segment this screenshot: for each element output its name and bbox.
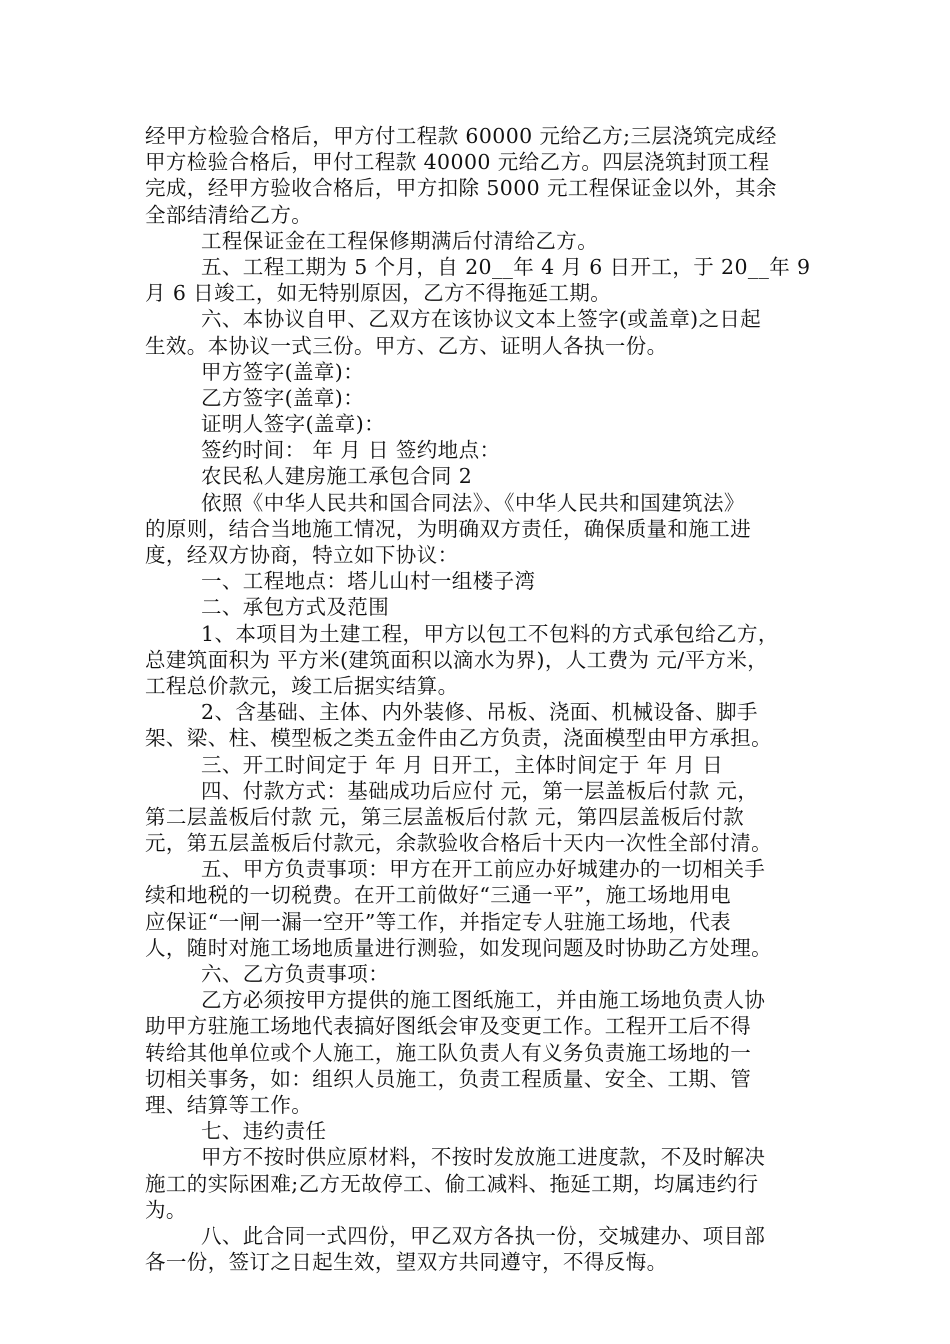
document-line: 完成，经甲方验收合格后，甲方扣除 5000 元工程保证金以外，其余 — [145, 176, 777, 201]
document-line: 七、违约责任 — [201, 1119, 327, 1144]
document-line: 为。 — [145, 1197, 187, 1222]
document-line: 生效。本协议一式三份。甲方、乙方、证明人各执一份。 — [145, 333, 668, 358]
document-line: 甲方检验合格后，甲付工程款 40000 元给乙方。四层浇筑封顶工程 — [145, 150, 770, 175]
document-body — [145, 123, 815, 1275]
document-line: 人，随时对施工场地质量进行测验，如发现问题及时协助乙方处理。 — [145, 935, 772, 960]
document-line: 六、本协议自甲、乙双方在该协议文本上签字(或盖章)之日起 — [201, 307, 762, 332]
document-line: 理、结算等工作。 — [145, 1092, 313, 1117]
document-line: 的原则，结合当地施工情况，为明确双方责任，确保质量和施工进 — [145, 516, 752, 541]
document-line: 八、此合同一式四份，甲乙双方各执一份，交城建办、项目部 — [201, 1223, 766, 1248]
document-line: 应保证“一闸一漏一空开”等工作，并指定专人驻施工场地，代表 — [145, 909, 732, 934]
document-line: 续和地税的一切税费。在开工前做好“三通一平”，施工场地用电 — [145, 883, 732, 908]
document-line: 总建筑面积为 平方米(建筑面积以滴水为界)，人工费为 元/平方米， — [145, 647, 769, 672]
document-line: 一、工程地点：塔儿山村一组楼子湾 — [201, 569, 536, 594]
document-line: 农民私人建房施工承包合同 2 — [201, 464, 473, 489]
document-line: 1、本项目为土建工程，甲方以包工不包料的方式承包给乙方， — [201, 621, 779, 646]
document-line: 乙方必须按甲方提供的施工图纸施工，并由施工场地负责人协 — [201, 988, 766, 1013]
document-line: 全部结清给乙方。 — [145, 202, 313, 227]
document-line: 甲方签字(盖章)： — [201, 359, 365, 384]
document-line: 工程总价款元，竣工后据实结算。 — [145, 673, 459, 698]
document-line: 2、含基础、主体、内外装修、吊板、浇面、机械设备、脚手 — [201, 700, 758, 725]
document-line: 三、开工时间定于 年 月 日开工，主体时间定于 年 月 日 — [201, 752, 724, 777]
document-line: 四、付款方式：基础成功后应付 元，第一层盖板后付款 元， — [201, 778, 759, 803]
document-line: 甲方不按时供应原材料，不按时发放施工进度款，不及时解决 — [201, 1145, 766, 1170]
document-line: 五、甲方负责事项：甲方在开工前应办好城建办的一切相关手 — [201, 857, 766, 882]
document-line: 乙方签字(盖章)： — [201, 385, 365, 410]
document-line: 月 6 日竣工，如无特别原因，乙方不得拖延工期。 — [145, 281, 612, 306]
document-line: 第二层盖板后付款 元，第三层盖板后付款 元，第四层盖板后付款 — [145, 804, 745, 829]
document-line: 五、工程工期为 5 个月，自 20__年 4 月 6 日开工，于 20__年 9 — [201, 254, 811, 279]
document-line: 六、乙方负责事项： — [201, 962, 390, 986]
document-line: 度，经双方协商，特立如下协议： — [145, 543, 459, 567]
document-line: 助甲方驻施工场地代表搞好图纸会审及变更工作。工程开工后不得 — [145, 1014, 752, 1039]
document-line: 转给其他单位或个人施工，施工队负责人有义务负责施工场地的一 — [145, 1040, 752, 1065]
document-line: 工程保证金在工程保修期满后付清给乙方。 — [201, 228, 599, 253]
document-line: 元，第五层盖板后付款元，余款验收合格后十天内一次性全部付清。 — [145, 831, 772, 856]
document-line: 施工的实际困难;乙方无故停工、偷工减料、拖延工期，均属违约行 — [145, 1171, 759, 1196]
document-line: 切相关事务，如：组织人员施工，负责工程质量、安全、工期、管 — [145, 1066, 752, 1091]
document-line: 依照《中华人民共和国合同法》、《中华人民共和国建筑法》 — [201, 490, 745, 515]
document-line: 签约时间： 年 月 日 签约地点： — [201, 438, 501, 463]
document-line: 证明人签字(盖章)： — [201, 412, 385, 437]
document-line: 各一份，签订之日起生效，望双方共同遵守，不得反悔。 — [145, 1250, 668, 1275]
document-line: 二、承包方式及范围 — [201, 595, 390, 620]
document-line: 架、梁、柱、模型板之类五金件由乙方负责，浇面模型由甲方承担。 — [145, 726, 772, 751]
document-line: 经甲方检验合格后，甲方付工程款 60000 元给乙方;三层浇筑完成经 — [145, 124, 777, 148]
